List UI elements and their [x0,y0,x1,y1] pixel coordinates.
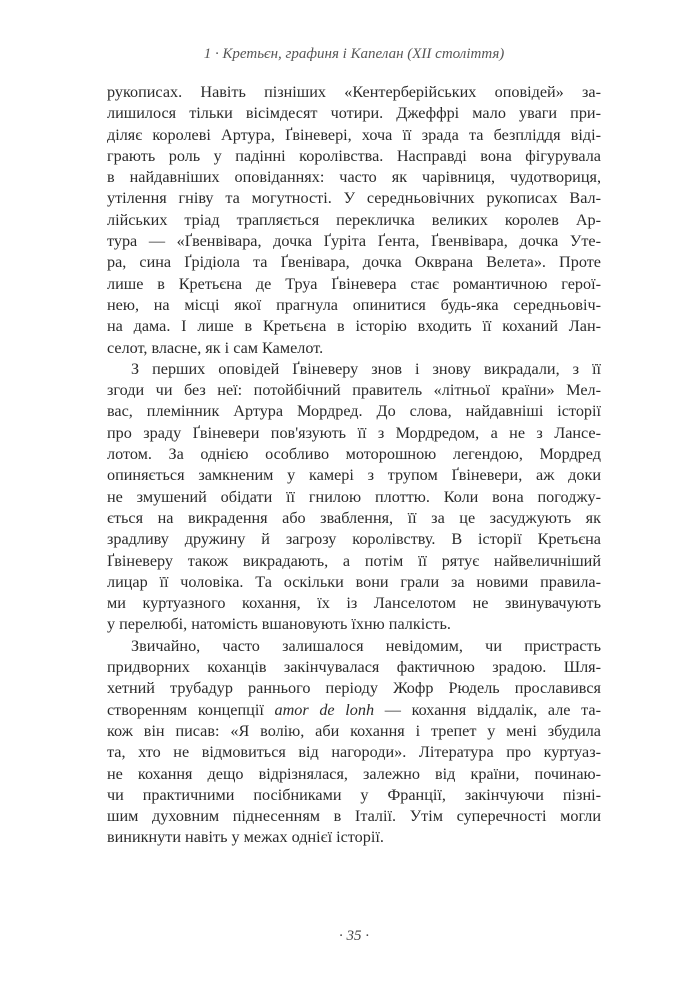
text-line [107,700,601,721]
text-line: лицар її чоловіка. Та оскільки вони грали за новими правила- [107,572,601,591]
text-line: та, хто не відмовиться від нагороди». Література про куртуаз- [107,743,601,762]
text-line: утілення гніву та могутності. У середньовічних рукописах Вал- [107,189,601,208]
text-line: лишилося тільки вісімдесят чотири. Джеффрі мало уваги при- [107,104,601,123]
body-text [107,82,601,849]
text-line: ється на викрадення або зваблення, її за це засуджують як [107,508,601,527]
text-line: Звичайно, часто залишалося невідомим, чи пристрасть [131,636,601,655]
text-segment: — кохання віддалік, але та- [374,700,602,719]
text-line: грають роль у падінні королівства. Насправді вона фігурувала [107,146,601,165]
text-line: не змушений обідати її гнилою плоттю. Коли вона погоджу- [107,487,601,506]
text-line: зрадливу дружину й загрозу королівству. В історії Кретьєна [107,530,601,549]
text-line: лише в Кретьєна де Труа Ґвіневера стає романтичною герої- [107,274,601,293]
italic-phrase: amor de lonh [274,700,375,719]
text-line: лійських тріад трапляється перекличка великих королев Ар- [107,210,601,229]
text-line: рукописах. Навіть пізніших «Кентерберійських оповідей» за- [107,83,601,101]
text-line: в найдавніших оповіданнях: часто як чарівниця, чудотвориця, [107,168,601,187]
text-line: З перших оповідей Ґвіневеру знов і знову викрадали, з її [131,359,601,378]
paragraph [107,636,601,849]
text-line: виникнути навіть у межах однієї історії. [107,828,384,847]
text-line: придворних коханців закінчувалася фактичною зрадою. Шля- [107,658,601,677]
text-line: Ґвіневеру також викрадають, а потім її рятує найвеличніший [107,551,601,570]
text-line: вас, племінник Артура Мордред. До слова, найдавніші історії [107,402,601,421]
text-line: про зраду Ґвіневери пов'язують її з Мордредом, а не з Лансе- [107,423,601,442]
text-line: нею, на місці якої прагнула опинитися будь-яка середньовіч- [107,295,601,314]
text-line: опиняється замкненим у камері з трупом Ґвіневери, аж доки [107,466,601,485]
text-line: лотом. За однією особливо моторошною легендою, Мордред [107,445,601,464]
text-line: діляє королеві Артура, Ґвіневері, хоча її зрада та безпліддя віді- [107,125,601,144]
text-line: на дама. І лише в Кретьєна в історію входить її коханий Лан- [107,317,601,336]
text-line: згоди чи без неї: потойбічний правитель «літньої країни» Мел- [107,381,601,400]
running-header: 1 · Кретьєн, графиня і Капелан (XII століття) [203,46,505,62]
text-line: ра, сина Ґрідіола та Ґвенівара, дочка Окврана Велета». Проте [107,253,601,272]
text-line: чи практичними посібниками у Франції, закінчуючи пізні- [107,785,601,804]
paragraph [107,359,601,636]
page-number: · 35 · [339,928,369,944]
text-line: хетний трубадур раннього періоду Жофр Рюдель прославився [107,679,601,698]
text-segment: створенням концепції [107,700,275,719]
paragraph [107,82,601,359]
text-line: кож він писав: «Я волію, аби кохання і трепет у мені збудила [107,721,601,740]
text-line: тура — «Ґвенвівара, дочка Ґуріта Ґента, Ґвенвівара, дочка Уте- [107,232,601,251]
text-line: у перелюбі, натомість вшановують їхню палкість. [107,615,451,634]
text-line: ми куртуазного кохання, їх із Ланселотом не звинувачують [107,594,601,613]
text-line: не кохання дещо відрізнялася, залежно від країни, починаю- [107,764,601,783]
text-line: шим духовним піднесенням в Італії. Утім суперечності могли [107,807,601,826]
text-line: селот, власне, як і сам Камелот. [107,338,324,357]
